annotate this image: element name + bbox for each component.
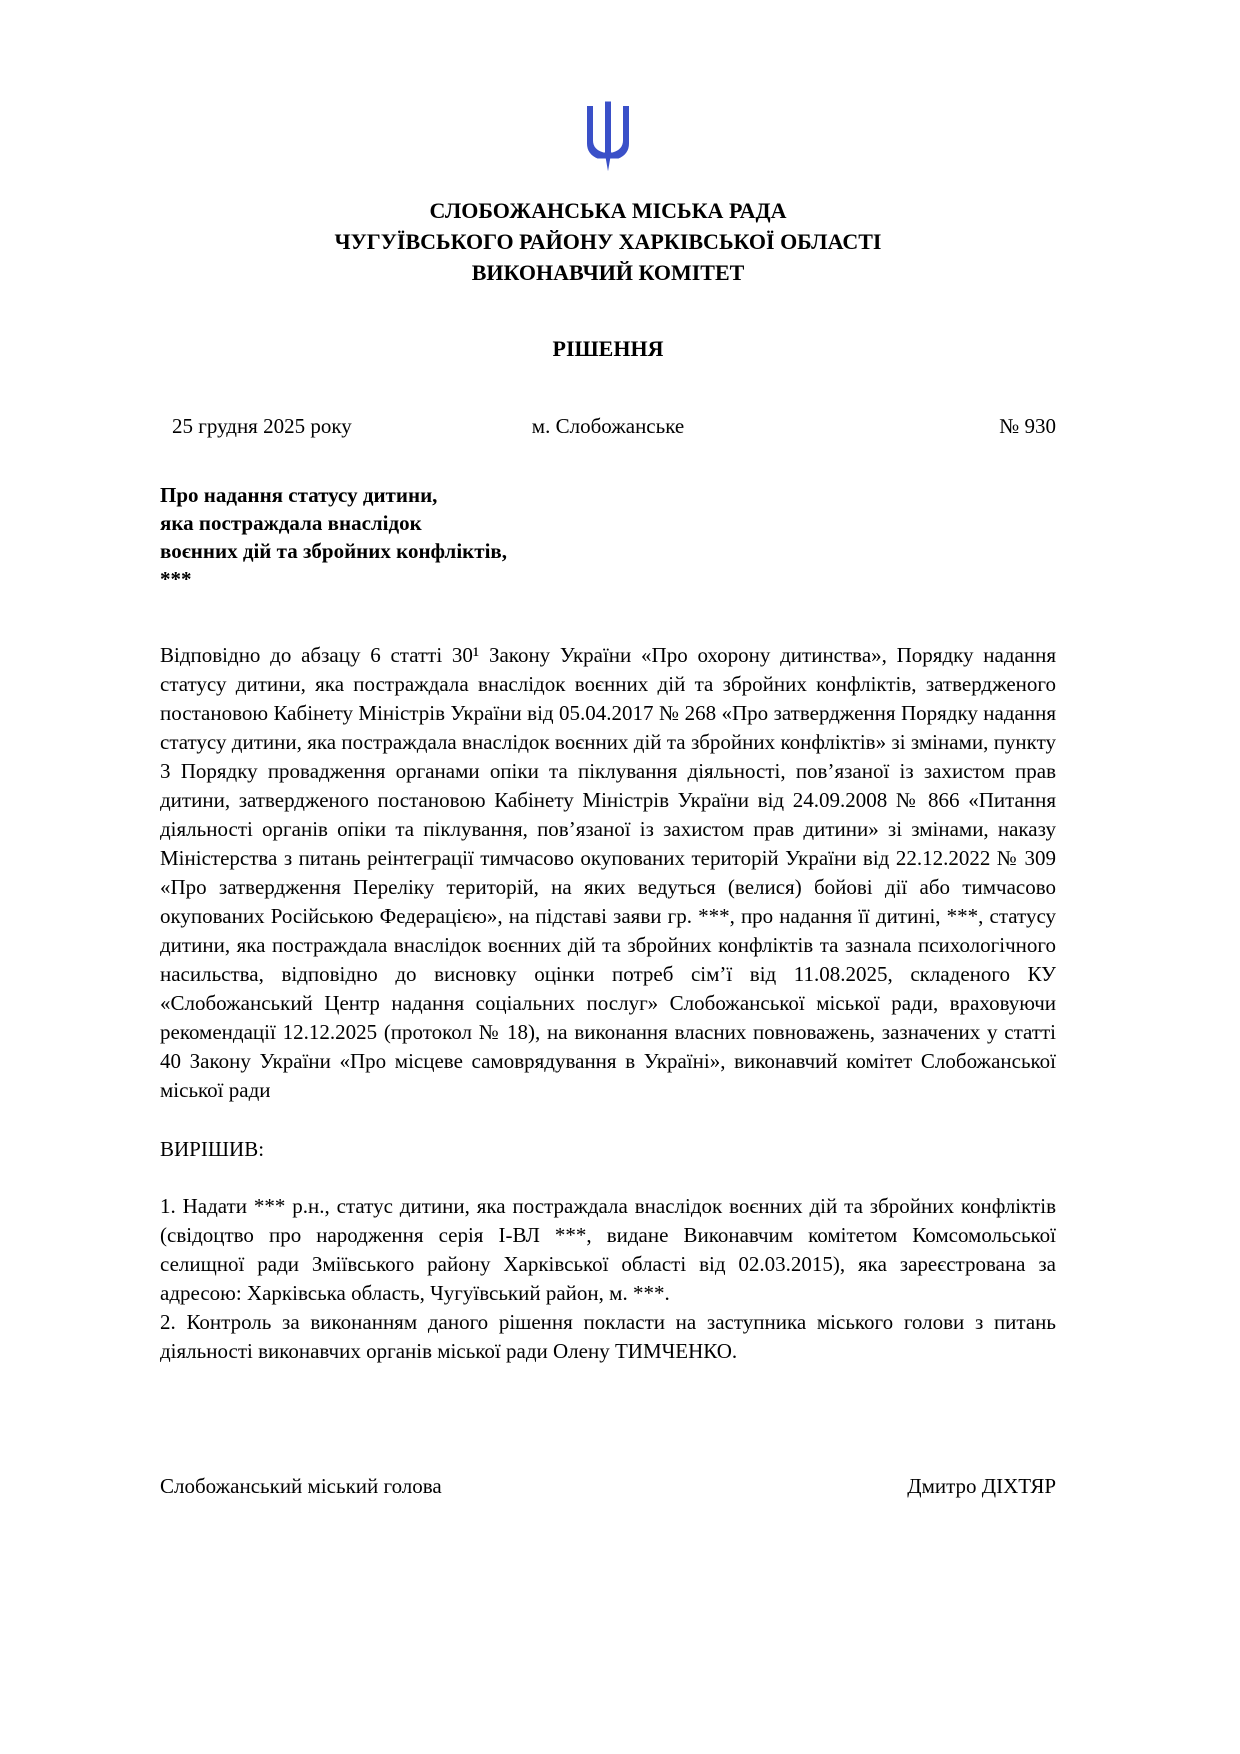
signature-title: Слобожанський міський голова	[160, 1474, 442, 1498]
doc-title: РІШЕННЯ	[552, 336, 664, 361]
org-committee: ВИКОНАВЧИЙ КОМІТЕТ	[471, 260, 745, 285]
doc-date: 25 грудня 2025 року	[172, 414, 352, 438]
doc-subject	[160, 481, 1056, 593]
doc-place: м. Слобожанське	[531, 414, 685, 438]
subject-line-4: ***	[160, 567, 192, 591]
decision-item-2: 2. Контроль за виконанням даного рішення покласти на заступника міського голови з питань діяльності виконавчих органів міської ради Олену ТИМЧЕНКО.	[160, 1310, 1056, 1363]
trident-icon	[581, 165, 635, 182]
signature-row	[160, 1474, 1056, 1499]
subject-line-3: воєнних дій та збройних конфліктів,	[160, 539, 508, 563]
org-region: ЧУГУЇВСЬКОГО РАЙОНУ ХАРКІВСЬКОЇ ОБЛАСТІ	[334, 229, 882, 254]
org-name: СЛОБОЖАНСЬКА МІСЬКА РАДА	[429, 198, 787, 223]
org-header	[160, 195, 1056, 288]
subject-line-2: яка постраждала внаслідок	[160, 511, 422, 535]
emblem-container	[160, 100, 1056, 183]
decision-item-1: 1. Надати *** р.н., статус дитини, яка постраждала внаслідок воєнних дій та збройних конфліктів (свідоцтво про народження серія І-ВЛ ***, видане Виконавчим комітетом Комсомольської селищної ради Зміївського району Харківської області від 02.03.2015), яка зареєстрована за адресою: Харківська область, Чугуївський район, м. ***.	[160, 1194, 1056, 1305]
preamble-paragraph: Відповідно до абзацу 6 статті 30¹ Закону України «Про охорону дитинства», Порядку надання статусу дитини, яка постраждала внаслідок воєнних дій та збройних конфліктів, затвердженого постановою Кабінету Міністрів України від 05.04.2017 № 268 «Про затвердження Порядку надання статусу дитини, яка постраждала внаслідок воєнних дій та збройних конфліктів» зі змінами, пункту 3 Порядку провадження органами опіки та піклування діяльності, пов’язаної із захистом прав дитини, затвердженого постановою Кабінету Міністрів України від 24.09.2008 № 866 «Питання діяльності органів опіки та піклування, пов’язаної із захистом прав дитини» зі змінами, наказу Міністерства з питань реінтеграції тимчасово окупованих територій України від 22.12.2022 № 309 «Про затвердження Переліку територій, на яких ведуться (велися) бойові дії або тимчасово окупованих Російською Федерацією», на підставі заяви гр. ***, про надання її дитині, ***, статусу дитини, яка постраждала внаслідок воєнних дій та збройних конфліктів та зазнала психологічного насильства, відповідно до висновку оцінки потреб сім’ї від 11.08.2025, складеного КУ «Слобожанський Центр надання соціальних послуг» Слобожанської міської ради, враховуючи рекомендації 12.12.2025 (протокол № 18), на виконання власних повноважень, зазначених у статті 40 Закону України «Про місцеве самоврядування в Україні», виконавчий комітет Слобожанської міської ради	[160, 643, 1056, 1102]
doc-number: № 930	[999, 414, 1056, 438]
meta-row	[160, 414, 1056, 439]
subject-line-1: Про надання статусу дитини,	[160, 483, 438, 507]
resolved-heading: ВИРІШИВ:	[160, 1137, 265, 1161]
signature-name: Дмитро ДІХТЯР	[907, 1474, 1056, 1498]
